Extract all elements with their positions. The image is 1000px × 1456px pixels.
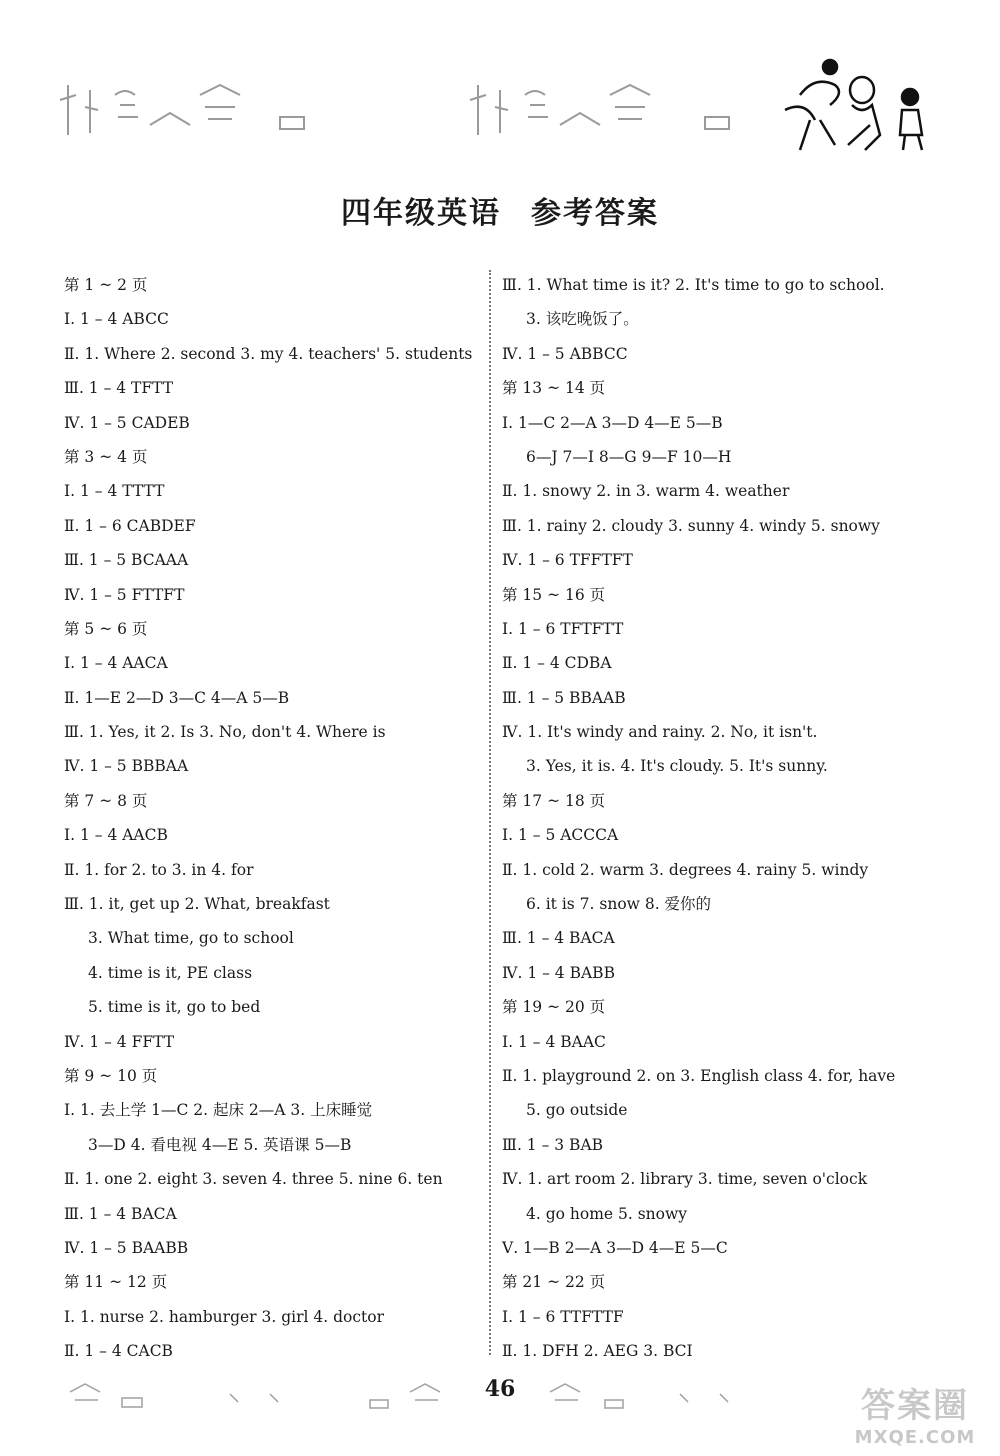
answer-line: Ⅰ. 1 – 4 TTTT — [64, 482, 165, 501]
watermark-logo — [840, 1378, 990, 1448]
section-heading: 第 17 ~ 18 页 — [502, 791, 606, 810]
answer-line: Ⅳ. 1 – 5 FTTFT — [64, 585, 185, 604]
answer-line: Ⅲ. 1. Yes, it 2. Is 3. No, don't 4. Where is — [64, 723, 386, 742]
answer-line: Ⅰ. 1—C 2—A 3—D 4—E 5—B — [502, 413, 723, 432]
answer-line: Ⅲ. 1. it, get up 2. What, breakfast — [64, 895, 330, 914]
answer-line: Ⅱ. 1. for 2. to 3. in 4. for — [64, 860, 254, 879]
answer-line: Ⅰ. 1 – 6 TFTFTT — [502, 619, 624, 638]
answer-line: Ⅳ. 1. art room 2. library 3. time, seven o'clock — [502, 1170, 868, 1189]
page-title — [0, 188, 1000, 232]
answer-line: 3. What time, go to school — [88, 929, 294, 948]
answer-line: Ⅰ. 1 – 4 ABCC — [64, 310, 169, 329]
answer-line: Ⅳ. 1 – 5 BBBAA — [64, 757, 189, 776]
answers-column-right — [502, 268, 932, 1369]
answer-line: Ⅱ. 1. playground 2. on 3. English class 4. for, have — [502, 1066, 896, 1085]
answer-line: Ⅳ. 1 – 5 BAABB — [64, 1238, 189, 1257]
answer-line: 4. go home 5. snowy — [526, 1204, 688, 1223]
answer-line: Ⅲ. 1 – 5 BBAAB — [502, 688, 626, 707]
answer-line: Ⅳ. 1 – 5 CADEB — [64, 413, 190, 432]
answer-line: 5. time is it, go to bed — [88, 998, 261, 1017]
winter-scene-right — [470, 85, 729, 135]
answer-line: 6—J 7—I 8—G 9—F 10—H — [526, 447, 732, 466]
winter-scene-left — [60, 85, 304, 135]
answer-line: Ⅱ. 1. Where 2. second 3. my 4. teachers' 5. students — [64, 344, 473, 363]
answer-line: Ⅱ. 1. DFH 2. AEG 3. BCI — [502, 1342, 693, 1361]
answer-line: Ⅰ. 1 – 6 TTFTTF — [502, 1307, 624, 1326]
answer-line: 3. Yes, it is. 4. It's cloudy. 5. It's sunny. — [526, 757, 828, 776]
answer-line: Ⅴ. 1—B 2—A 3—D 4—E 5—C — [502, 1238, 728, 1257]
answer-line: Ⅰ. 1 – 5 ACCCA — [502, 826, 619, 845]
answer-line: Ⅳ. 1 – 4 FFTT — [64, 1032, 175, 1051]
answer-line: Ⅲ. 1. rainy 2. cloudy 3. sunny 4. windy 5. snowy — [502, 516, 880, 535]
answer-line: Ⅱ. 1—E 2—D 3—C 4—A 5—B — [64, 688, 290, 707]
answer-line: Ⅳ. 1 – 4 BABB — [502, 963, 615, 982]
section-heading: 第 9 ~ 10 页 — [64, 1066, 158, 1085]
answer-line: Ⅲ. 1 – 5 BCAAA — [64, 551, 189, 570]
page-number: 46 — [484, 1376, 516, 1402]
answer-line: Ⅱ. 1. cold 2. warm 3. degrees 4. rainy 5. windy — [502, 860, 869, 879]
section-heading: 第 11 ~ 12 页 — [64, 1273, 168, 1292]
answer-line: Ⅲ. 1 – 4 BACA — [502, 929, 615, 948]
column-divider — [489, 270, 491, 1355]
answer-line: 3. 该吃晚饭了。 — [526, 310, 639, 329]
answer-line: Ⅲ. 1 – 4 BACA — [64, 1204, 177, 1223]
answers-column-left — [64, 268, 479, 1369]
page-title-subject: 四年级英语 — [341, 196, 501, 231]
section-heading: 第 19 ~ 20 页 — [502, 998, 606, 1017]
section-heading: 第 1 ~ 2 页 — [64, 276, 148, 294]
section-heading: 第 5 ~ 6 页 — [64, 619, 148, 638]
answer-line: Ⅱ. 1 – 6 CABDEF — [64, 516, 196, 535]
answer-line: 6. it is 7. snow 8. 爱你的 — [526, 895, 712, 914]
page-title-answers: 参考答案 — [531, 196, 659, 231]
section-heading: 第 13 ~ 14 页 — [502, 379, 606, 398]
section-heading: 第 7 ~ 8 页 — [64, 791, 148, 810]
answer-line: Ⅰ. 1. nurse 2. hamburger 3. girl 4. doctor — [64, 1307, 385, 1326]
answer-line: Ⅰ. 1 – 4 AACB — [64, 826, 168, 845]
header-illustration — [40, 55, 960, 165]
answer-line: Ⅱ. 1. snowy 2. in 3. warm 4. weather — [502, 482, 790, 501]
answer-line: Ⅲ. 1. What time is it? 2. It's time to go to school. — [502, 276, 885, 294]
section-heading: 第 15 ~ 16 页 — [502, 585, 606, 604]
answer-line: 4. time is it, PE class — [88, 963, 253, 982]
watermark-url: MXQE.COM — [854, 1427, 976, 1448]
answer-line: Ⅰ. 1. 去上学 1—C 2. 起床 2—A 3. 上床睡觉 — [64, 1101, 373, 1120]
answer-line: Ⅱ. 1 – 4 CACB — [64, 1342, 173, 1361]
answer-line: Ⅳ. 1 – 6 TFFTFT — [502, 551, 633, 570]
answer-line: Ⅱ. 1. one 2. eight 3. seven 4. three 5. nine 6. ten — [64, 1170, 443, 1189]
answer-line: Ⅰ. 1 – 4 AACA — [64, 654, 168, 673]
answer-line: 3—D 4. 看电视 4—E 5. 英语课 5—B — [88, 1135, 352, 1154]
section-heading: 第 3 ~ 4 页 — [64, 447, 148, 466]
answer-line: Ⅲ. 1 – 4 TFTT — [64, 379, 174, 398]
children-playing-illustration — [785, 60, 922, 150]
answer-line: 5. go outside — [526, 1101, 628, 1120]
section-heading: 第 21 ~ 22 页 — [502, 1273, 606, 1292]
answer-line: Ⅳ. 1 – 5 ABBCC — [502, 344, 628, 363]
watermark-text: 答案圈 — [861, 1386, 969, 1426]
answer-line: Ⅲ. 1 – 3 BAB — [502, 1135, 604, 1154]
answer-line: Ⅳ. 1. It's windy and rainy. 2. No, it isn't. — [502, 723, 818, 742]
answer-line: Ⅱ. 1 – 4 CDBA — [502, 654, 612, 673]
answer-line: Ⅰ. 1 – 4 BAAC — [502, 1032, 606, 1051]
